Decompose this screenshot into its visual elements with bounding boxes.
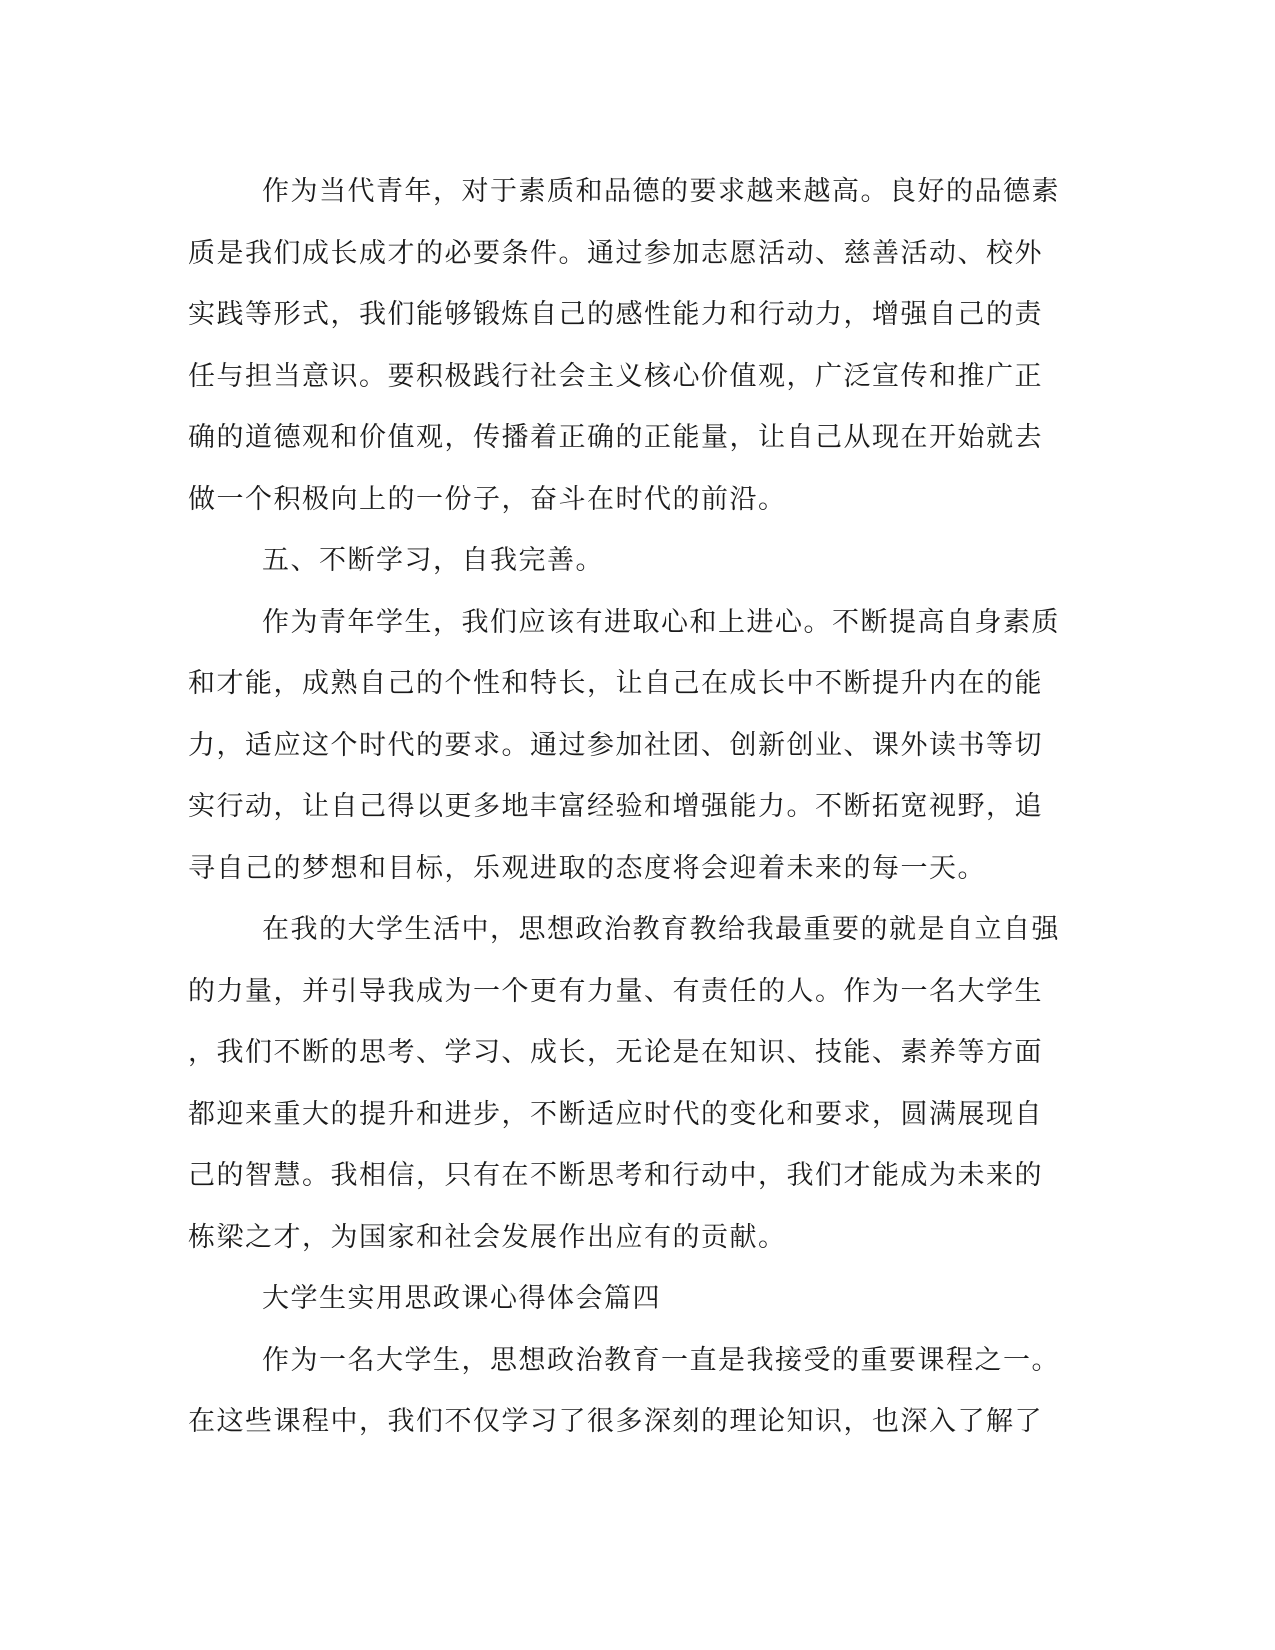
section-heading-text: 五、不断学习，自我完善。 [262,545,604,576]
article-title-text: 大学生实用思政课心得体会篇四 [262,1283,661,1314]
text-line: 栋梁之才，为国家和社会发展作出应有的贡献。 [188,1221,787,1253]
document-body [188,161,1068,1453]
text-line: 的力量，并引导我成为一个更有力量、有责任的人。作为一名大学生 [188,975,1043,1007]
text-line: 在我的大学生活中，思想政治教育教给我最重要的就是自立自强 [262,914,1060,945]
text-line: 确的道德观和价值观，传播着正确的正能量，让自己从现在开始就去 [188,422,1043,453]
text-line: 己的智慧。我相信，只有在不断思考和行动中，我们才能成为未来的 [188,1160,1043,1191]
text-line: 实行动，让自己得以更多地丰富经验和增强能力。不断拓宽视野，追 [188,791,1043,822]
section-heading-five [188,530,1068,592]
article-title-part-four [188,1268,1068,1330]
text-line: 作为一名大学生，思想政治教育一直是我接受的重要课程之一。 [262,1344,1060,1376]
text-line: 都迎来重大的提升和进步，不断适应时代的变化和要求，圆满展现自 [188,1098,1043,1130]
text-line: 和才能，成熟自己的个性和特长，让自己在成长中不断提升内在的能 [188,668,1043,699]
text-line: 寻自己的梦想和目标，乐观进取的态度将会迎着未来的每一天。 [188,852,986,884]
paragraph-part-four-intro [188,1330,1068,1453]
paragraph-moral-quality [188,161,1068,530]
paragraph-continuous-learning [188,592,1068,900]
text-line: 任与担当意识。要积极践行社会主义核心价值观，广泛宣传和推广正 [188,360,1043,392]
text-line: 力，适应这个时代的要求。通过参加社团、创新创业、课外读书等切 [188,729,1043,761]
text-line: 作为青年学生，我们应该有进取心和上进心。不断提高自身素质 [262,606,1060,638]
text-line: 实践等形式，我们能够锻炼自己的感性能力和行动力，增强自己的责 [188,299,1043,330]
text-line: 做一个积极向上的一份子，奋斗在时代的前沿。 [188,483,787,515]
text-line: ，我们不断的思考、学习、成长，无论是在知识、技能、素养等方面 [188,1037,1043,1068]
paragraph-university-life [188,899,1068,1268]
text-line: 作为当代青年，对于素质和品德的要求越来越高。良好的品德素 [262,176,1060,207]
text-line: 在这些课程中，我们不仅学习了很多深刻的理论知识，也深入了解了 [188,1406,1043,1437]
text-line: 质是我们成长成才的必要条件。通过参加志愿活动、慈善活动、校外 [188,237,1043,269]
